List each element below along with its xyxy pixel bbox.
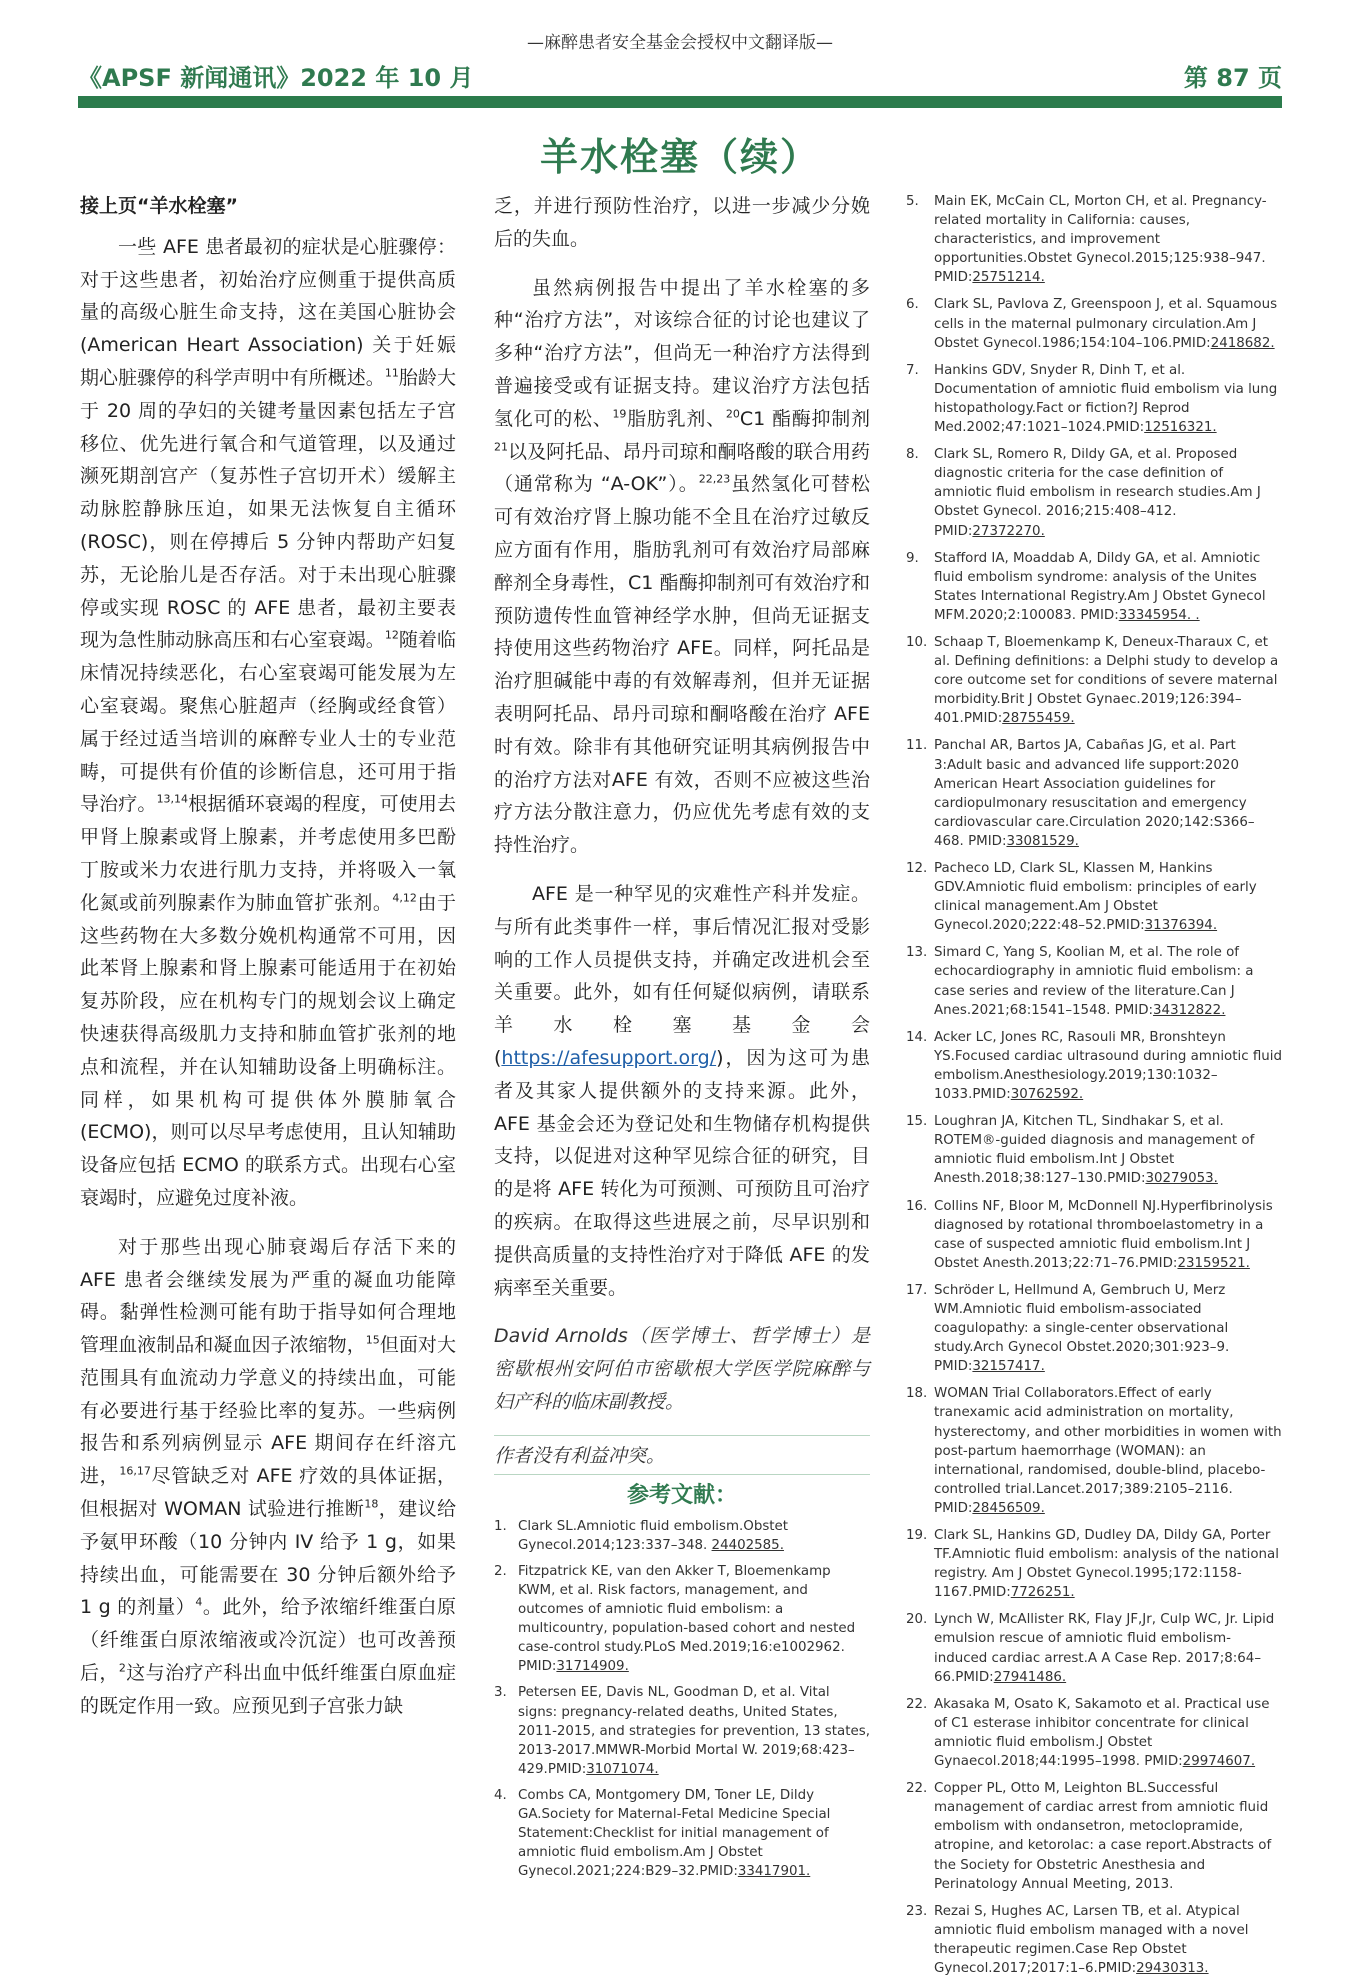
reference-item (906, 1112, 1284, 1188)
reference-text: Akasaka M, Osato K, Sakamoto et al. Practical use of C1 esterase inhibitor concentrate for clinical amniotic fluid embolism.J Obstet Gynaecol.2018;44:1995–1998. PMID: (934, 1696, 1270, 1770)
reference-number: 23. (906, 1903, 928, 1919)
pmid-link[interactable]: 33417901. (737, 1864, 811, 1880)
reference-item (906, 361, 1284, 437)
text-run: 这与治疗产科出血中低纤维蛋白原血症的既定作用一致。应预见到子宫张力缺 (80, 1662, 456, 1717)
text-run: 对于那些出现心肺衰竭后存活下来的AFE 患者会继续发展为严重的凝血功能障碍。黏弹性检测可能有助于指导如何合理地管理血液制品和凝血因子浓缩物， (80, 1235, 456, 1357)
reference-number: 12. (906, 861, 928, 876)
paragraph (494, 272, 870, 862)
reference-text: Lynch W, McAllister RK, Flay JF,Jr, Culp WC, Jr. Lipid emulsion rescue of amniotic fluid embolism-induced cardiac arrest.A A Case Rep. 2017;8:64–66.PMID: (934, 1612, 1275, 1685)
reference-item (906, 1779, 1284, 1894)
reference-number: 13. (906, 945, 928, 961)
reference-number: 16. (906, 1198, 928, 1214)
pmid-link[interactable]: 28456509. (972, 1500, 1045, 1516)
reference-number: 4. (494, 1787, 507, 1803)
citation: 2 (118, 1661, 126, 1675)
text-run: 尽管缺乏对 AFE 疗效的具体证据，但根据对 WOMAN 试验进行推断 (80, 1465, 456, 1521)
citation: 16,17 (119, 1464, 151, 1478)
reference-number: 9. (906, 550, 919, 566)
article-column-2 (494, 190, 870, 1888)
reference-item (906, 1902, 1284, 1978)
text-run: 胎龄大于 20 周的孕妇的关键考量因素包括左子宫移位、优先进行氧合和气道管理，以及通过濒死期剖宫产（复苏性子宫切开术）缓解主动脉腔静脉压迫，如果无法恢复自主循环 (ROSC)，则在停搏后 5 分钟内帮助产妇复苏，无论胎儿是否存活。对于未出现心脏骤停或实现 ROSC 的 AFE 患者，最初主要表现为急性肺动脉高压和右心室衰竭。 (80, 366, 456, 652)
pmid-link[interactable]: 25751214. (972, 270, 1045, 286)
paragraph (494, 878, 870, 1304)
reference-item (906, 633, 1284, 728)
pmid-link[interactable]: 32157417. (972, 1359, 1045, 1375)
text-run: 虽然氢化可替松可有效治疗肾上腺功能不全且在治疗过敏反应方面有作用，脂肪乳剂可有效治疗局部麻醉剂全身毒性，C1 酯酶抑制剂可有效治疗和预防遗传性血管神经学水肿，但尚无证据支持使用这些药物治疗 AFE。同样，阿托品是治疗胆碱能中毒的有效解毒剂，但并无证据表明阿托品、昂丹司琼和酮咯酸在治疗 AFE 时有效。除非有其他研究证明其病例报告中的治疗方法对AFE 有效，否则不应被这些治疗方法分散注意力，仍应优先考虑有效的支持性治疗。 (494, 473, 870, 857)
reference-number: 14. (906, 1029, 928, 1045)
citation: 19 (612, 407, 627, 421)
citation: 12 (384, 629, 399, 643)
reference-list (906, 192, 1284, 1978)
pmid-link[interactable]: 24402585. (711, 1537, 784, 1553)
pmid-link[interactable]: 27372270. (972, 523, 1045, 539)
paragraph: 乏，并进行预防性治疗，以进一步减少分娩后的失血。 (494, 195, 870, 250)
pmid-link[interactable]: 7726251. (1010, 1585, 1075, 1601)
reference-text: Acker LC, Jones RC, Rasouli MR, Bronshteyn YS.Focused cardiac ultrasound during amniotic fluid embolism.Anesthesiology.2019;130:1032–1033.PMID: (934, 1029, 1282, 1103)
pmid-link[interactable]: 23159521. (1177, 1255, 1250, 1271)
pmid-link[interactable]: 28755459. (1002, 711, 1075, 727)
reference-item (494, 1683, 870, 1778)
reference-number: 19. (906, 1528, 928, 1543)
masthead (78, 54, 1282, 90)
reference-text: Schaap T, Bloemenkamp K, Deneux-Tharaux C, et al. Defining definitions: a Delphi study to develop a core outcome set for conditions of severe maternal morbidity.Brit J Obstet Gynaec.2019;126:394–401.PMID: (934, 634, 1279, 727)
reference-item (906, 192, 1284, 287)
text-run: AFE 是一种罕见的灾难性产科并发症。与所有此类事件一样，事后情况汇报对受影响的工作人员提供支持，并确定改进机会至关重要。此外，如有任何疑似病例，请联系羊水栓塞基金会 ( (494, 882, 870, 1069)
reference-number: 6. (906, 297, 919, 313)
text-run: ，建议给予氨甲环酸（10 分钟内 IV 给予 1 g，如果持续出血，可能需要在 30 分钟后额外给予 1 g 的剂量） (80, 1498, 456, 1619)
pmid-link[interactable]: 31376394. (1144, 918, 1218, 934)
citation: 20 (725, 407, 740, 421)
pmid-link[interactable]: 2418682. (1210, 335, 1275, 351)
text-run: 根据循环衰竭的程度，可使用去甲肾上腺素或肾上腺素，并考虑使用多巴酚丁胺或米力农进行肌力支持，并将吸入一氧化氮或前列腺素作为肺血管扩张剂。 (80, 793, 456, 914)
reference-item (906, 1028, 1284, 1104)
reference-text: WOMAN Trial Collaborators.Effect of early tranexamic acid administration on mortality, hysterectomy, and other morbidities in women with post-partum haemorrhage (WOMAN): an international, randomised, double-blind, placebo-controlled trial.Lancet.2017;389:2105–2116. PMID: (934, 1386, 1282, 1516)
pmid-link[interactable]: 30279053. (1145, 1171, 1218, 1187)
reference-item (494, 1517, 870, 1555)
paragraph (80, 231, 456, 1215)
reference-text: Combs CA, Montgomery DM, Toner LE, Dildy GA.Society for Maternal-Fetal Medicine Special Statement:Checklist for initial management of amniotic fluid embolism.Am J Obstet Gynecol.2021;224:B29–32.PMID: (518, 1787, 831, 1880)
pmid-link[interactable]: 29974607. (1182, 1754, 1256, 1770)
reference-text: Copper PL, Otto M, Leighton BL.Successful management of cardiac arrest from amniotic fluid embolism with ondansetron, metoclopramide, atropine, and ketorolac: a case report.Abstracts of the Society for Obstetric Anesthesia and Perinatology Annual Meeting, 2013. (934, 1781, 1272, 1892)
pmid-link[interactable]: 31071074. (586, 1761, 659, 1777)
article-column-1 (80, 190, 456, 1739)
reference-number: 3. (494, 1685, 507, 1701)
reference-number: 18. (906, 1386, 928, 1402)
reference-number: 22. (906, 1696, 928, 1712)
text-run: 脂肪乳剂、 (626, 407, 726, 430)
reference-text: Simard C, Yang S, Koolian M, et al. The role of echocardiography in amniotic fluid embolism: a case series and review of the literature.Can J Anes.2021;68:1541–1548. PMID: (934, 945, 1254, 1018)
pmid-link[interactable]: 29430313. (1136, 1960, 1209, 1976)
reference-item (906, 1281, 1284, 1376)
reference-item (906, 1610, 1284, 1686)
translation-banner: —麻醉患者安全基金会授权中文翻译版— (527, 33, 833, 53)
reference-text: Stafford IA, Moaddab A, Dildy GA, et al. Amniotic fluid embolism syndrome: analysis of the Unites States International Registry.Am J Obstet Gynecol MFM.2020;2:100083. PMID: (934, 550, 1266, 623)
reference-number: 10. (906, 634, 928, 650)
text-run: 一些 AFE 患者最初的症状是心脏骤停：对于这些患者，初始治疗应侧重于提供高质量的高级心脏生命支持，这在美国心脏协会 (American Heart Association) 关于妊娠期心脏骤停的科学声明中有所概述。 (80, 235, 456, 389)
pmid-link[interactable]: 27941486. (993, 1669, 1067, 1685)
citation: 4,12 (392, 891, 417, 905)
afe-foundation-link[interactable]: https://afesupport.org/ (501, 1046, 717, 1069)
reference-number: 7. (906, 362, 919, 378)
citation: 13,14 (156, 793, 189, 807)
paragraph (80, 1231, 456, 1723)
reference-text: Fitzpatrick KE, van den Akker T, Bloemenkamp KWM, et al. Risk factors, management, and outcomes of amniotic fluid embolism: a multicountry, population-based cohort and nested case-control study.PLoS Med.2019;16:e1002962. PMID: (518, 1563, 856, 1675)
text-run: 由于这些药物在大多数分娩机构通常不可用，因此苯肾上腺素和肾上腺素可能适用于在初始复苏阶段，应在机构专门的规划会议上确定快速获得高级肌力支持和肺血管扩张剂的地点和流程，并在认知辅助设备上明确标注。同样，如果机构可提供体外膜肺氧合 (ECMO)，则可以尽早考虑使用，且认知辅助设备应包括 ECMO 的联系方式。出现右心室衰竭时，应避免过度补液。 (80, 891, 456, 1209)
reference-number: 1. (494, 1518, 507, 1534)
author-bio: David Arnolds（医学博士、哲学博士）是密歇根州安阿伯市密歇根大学医学院麻醉与妇产科的临床副教授。 (494, 1325, 870, 1413)
reference-item (906, 943, 1284, 1019)
continued-from-label: 接上页“羊水栓塞” (80, 195, 238, 217)
pmid-link[interactable]: 33345954. . (1118, 607, 1200, 623)
reference-item (906, 1197, 1284, 1273)
reference-number: 22. (906, 1781, 928, 1797)
text-run: 随着临床情况持续恶化，右心室衰竭可能发展为左心室衰竭。聚焦心脏超声（经胸或经食管）属于经过适当培训的麻醉专业人士的专业范畴，可提供有价值的诊断信息，还可用于指导治疗。 (80, 629, 456, 816)
citation: 11 (384, 366, 399, 380)
reference-item (906, 859, 1284, 935)
reference-number: 5. (906, 194, 919, 209)
citation: 4 (195, 1596, 203, 1610)
page-number: 第 87 页 (1183, 64, 1282, 92)
pmid-link[interactable]: 31714909. (556, 1659, 629, 1675)
conflict-statement: 作者没有利益冲突。 (494, 1435, 870, 1475)
reference-number: 17. (906, 1282, 928, 1298)
reference-text: Collins NF, Bloor M, McDonnell NJ.Hyperfibrinolysis diagnosed by rotational thromboelastometry in a case of suspected amniotic fluid embolism.Int J Obstet Anesth.2013;22:71–76.PMID: (934, 1198, 1273, 1271)
text-run: )，因为这可为患者及其家人提供额外的支持来源。此外，AFE 基金会还为登记处和生物储存机构提供支持，以促进对这种罕见综合征的研究，目的是将 AFE 转化为可预测、可预防且可治疗的疾病。在取得这些进展之前，尽早识别和提供高质量的支持性治疗对于降低 AFE 的发病率至关重要。 (494, 1046, 870, 1299)
pmid-link[interactable]: 30762592. (1010, 1087, 1084, 1103)
reference-text: Main EK, McCain CL, Morton CH, et al. Pregnancy-related mortality in California: causes, characteristics, and improvement opportunities.Obstet Gynecol.2015;125:938–947. PMID: (934, 194, 1267, 286)
pmid-link[interactable]: 12516321. (1144, 420, 1217, 436)
text-run: C1 酯酶抑制剂 (739, 407, 870, 430)
reference-item (494, 1562, 870, 1677)
reference-text: Schröder L, Hellmund A, Gembruch U, Merz WM.Amniotic fluid embolism-associated coagulopathy: a single-center observational study.Arch Gynecol Obstet.2020;301:923–9. PMID: (934, 1282, 1230, 1375)
reference-text: Clark SL, Pavlova Z, Greenspoon J, et al. Squamous cells in the maternal pulmonary circulation.Am J Obstet Gynecol.1986;154:104–106.PMID: (934, 297, 1278, 351)
reference-text: Rezai S, Hughes AC, Larsen TB, et al. Atypical amniotic fluid embolism managed with a novel therapeutic regimen.Case Rep Obstet Gynecol.2017;2017:1–6.PMID: (934, 1903, 1249, 1976)
reference-item (494, 1786, 870, 1881)
reference-text: Clark SL, Hankins GD, Dudley DA, Dildy GA, Porter TF.Amniotic fluid embolism: analysis of the national registry. Am J Obstet Gynecol.1995;172:1158-1167.PMID: (934, 1528, 1279, 1601)
references-heading: 参考文献： (626, 1482, 737, 1508)
text-run: 虽然病例报告中提出了羊水栓塞的多种“治疗方法”，对该综合征的讨论也建议了多种“治疗方法”，但尚无一种治疗方法得到普遍接受或有证据支持。建议治疗方法包括氢化可的松、 (494, 276, 870, 430)
pmid-link[interactable]: 34312822. (1153, 1002, 1226, 1018)
header-divider (78, 96, 1282, 108)
citation: 15 (365, 1333, 380, 1347)
reference-text: Pacheco LD, Clark SL, Klassen M, Hankins GDV.Amniotic fluid embolism: principles of early clinical management.Am J Obstet Gynecol.2020;222:48–52.PMID: (934, 861, 1257, 934)
reference-text: Loughran JA, Kitchen TL, Sindhakar S, et al. ROTEM®-guided diagnosis and management of amniotic fluid embolism.Int J Obstet Anesth.2018;38:127–130.PMID: (934, 1114, 1255, 1187)
citation: 18 (364, 1497, 379, 1511)
text-run: 。此外，给予浓缩纤维蛋白原（纤维蛋白原浓缩液或冷沉淀）也可改善预后， (80, 1596, 456, 1685)
reference-text: Clark SL.Amniotic fluid embolism.Obstet Gynecol.2014;123:337–348. (518, 1518, 789, 1553)
citation: 21 (494, 440, 508, 454)
reference-item (906, 445, 1284, 540)
reference-number: 20. (906, 1612, 928, 1628)
publication-title: 《APSF 新闻通讯》2022 年 10 月 (78, 64, 474, 92)
reference-item (906, 1384, 1284, 1518)
reference-text: Panchal AR, Bartos JA, Cabañas JG, et al. Part 3:Adult basic and advanced life support:2020 American Heart Association guidelines for cardiopulmonary resuscitation and emergency cardiovascular care.Circulation 2020;142:S366–468. PMID: (934, 738, 1255, 849)
reference-item (906, 295, 1284, 352)
reference-text: Hankins GDV, Snyder R, Dinh T, et al. Documentation of amniotic fluid embolism via lung histopathology.Fact or fiction?J Reprod Med.2002;47:1021–1024.PMID: (934, 362, 1278, 436)
pmid-link[interactable]: 33081529. (1006, 833, 1079, 849)
reference-number: 2. (494, 1563, 507, 1579)
reference-item (906, 549, 1284, 625)
citation: 22,23 (698, 473, 731, 487)
reference-number: 15. (906, 1114, 928, 1130)
text-run: 但面对大范围具有血流动力学意义的持续出血，可能有必要进行基于经验比率的复苏。一些病例报告和系列病例显示 AFE 期间存在纤溶亢进， (80, 1334, 456, 1488)
reference-number: 11. (906, 738, 928, 754)
reference-text: Clark SL, Romero R, Dildy GA, et al. Proposed diagnostic criteria for the case definition of amniotic fluid embolism in research studies.Am J Obstet Gynecol. 2016;215:408–412. PMID: (934, 447, 1261, 539)
reference-item (906, 736, 1284, 851)
reference-list (494, 1517, 870, 1882)
article-title: 羊水栓塞（续） (539, 135, 820, 179)
references-column (906, 192, 1284, 1986)
reference-number: 8. (906, 447, 919, 463)
reference-item (906, 1526, 1284, 1602)
reference-text: Petersen EE, Davis NL, Goodman D, et al. Vital signs: pregnancy-related deaths, United States, 2011-2015, and strategies for prevention, 13 states, 2013-2017.MMWR-Morbid Mortal W. 2019;68:423–429.PMID: (518, 1685, 870, 1777)
text-run: 以及阿托品、昂丹司琼和酮咯酸的联合用药（通常称为 “A-OK”）。 (494, 440, 870, 496)
